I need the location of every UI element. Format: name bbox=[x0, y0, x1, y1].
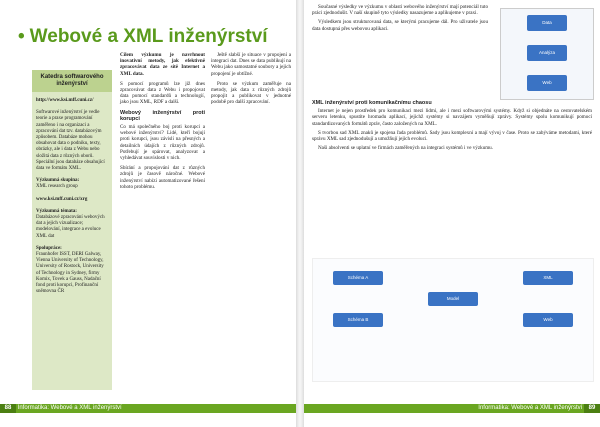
diagram-box: Web bbox=[523, 313, 573, 327]
footer-text: Informatika: Webové a XML inženýrství bbox=[478, 405, 583, 411]
sidebar-group: Výzkumná skupina: XML research group bbox=[36, 178, 80, 190]
diagram-figure bbox=[500, 8, 594, 100]
paragraph: S pomocí programů lze již dnes zpracovávat data z Webu i propojovat data pomocí standardů a technologií, jako jsou XML, RDF a další. bbox=[120, 80, 205, 106]
footer-text: Informatika: Webové a XML inženýrství bbox=[17, 405, 122, 411]
paragraph: Výsledkem jsou strukturovaná data, se kterými pracujeme dál. Pro uživatele jsou data dostupná přes webovou aplikaci. bbox=[312, 19, 488, 32]
sidebar-topics: Výzkumná témata: Databázové zpracování webových dat a jejich vizualizace; modelování, integrace a evoluce XML dat bbox=[36, 208, 105, 239]
diagram-box: Web bbox=[527, 75, 567, 91]
paragraph: Internet je nejen prostředek pro komunikaci mezi lidmi, ale i mezi softwarovými systémy. Když si objednáte na cestovatelském serveru letenku, spustíte hromadu aplikací, jejichž systémy si navzájem vyměňují zprávy. Systémy spolu komunikují pomocí standardizovaných formátů zpráv, často založených na XML. bbox=[312, 108, 592, 127]
diagram-box: XML bbox=[523, 271, 573, 285]
bullet-icon: • bbox=[18, 26, 25, 47]
paragraph: Ještě slabší je situace v propojení a integraci dat. Dnes se data publikují na Webu jako samostatné soubory a jejich propojení je obtížné. bbox=[211, 52, 291, 77]
footer-bar-right bbox=[304, 404, 600, 413]
right-page bbox=[304, 0, 600, 427]
lead-paragraph: Cílem výzkumu je navrhnout inovativní metody, jak efektivně zpracovávat data ze sítě Internet a XML data. bbox=[120, 52, 205, 77]
paragraph: Sbírání a propojování dat z různých zdrojů je časově náročné. Webové inženýrství nabízí automatizované řešení tohoto problému. bbox=[120, 165, 205, 190]
section-heading: Webový inženýrství proti korupci bbox=[120, 109, 205, 122]
paragraph: S tvorbou sad XML znaků je spojena řada problémů. Sady jsou komplexní a mají vývoj v čase. Proto se zabýváme metodami, které správu XML sad zjednodušují a umožňují jejich evoluci. bbox=[312, 129, 592, 143]
text-column-2 bbox=[120, 52, 205, 194]
paragraph: Současné výsledky ve výzkumu v oblasti webového inženýrství mají potenciál tuto práci zjednodušit. V naší skupině tyto výsledky nasazujeme a aplikujeme v praxi. bbox=[312, 4, 488, 17]
paragraph: Proto se výzkum zaměřuje na metody, jak data z různých zdrojů propojit a publikovat v jednotné podobě pro další zpracování. bbox=[211, 80, 291, 106]
diagram-box: Model bbox=[428, 292, 478, 306]
info-sidebar bbox=[32, 70, 112, 390]
right-top-text bbox=[312, 4, 488, 35]
right-full-text bbox=[312, 100, 592, 154]
diagram-box: Analýza bbox=[527, 45, 567, 61]
sidebar-url[interactable]: http://www.ksi.mff.cuni.cz/ bbox=[36, 98, 94, 103]
paragraph: Co má společného boj proti korupci a webové inženýrství? Lidé, kteří bojují proti korupci, jsou závislí na přesných a detailních údajích z různých zdrojů. Potřebují je spárovat, analyzovat a vyhledávat souvislosti v nich. bbox=[120, 124, 205, 162]
page-number: 89 bbox=[584, 404, 600, 413]
sidebar-intro: Softwarové inženýrství je vedle teorie a praxe programování zaměřeno i na organizaci a zpracování dat tzv. databázovým způsobem. Databáze mohou obsahovat data o podniku, texty, obrázky, ale i data z Webu nebo složitá data z různých oborů. Speciální jsou databáze obsahující data ve formátu XML. bbox=[36, 110, 105, 172]
diagram-box: Schéma A bbox=[333, 271, 383, 285]
sidebar-partners: Spolupráce: Fraunhofer ISST, DERI Galway, Vienna University of Technology, University of Rostock, University of Technology in Sydney, firmy Komix, Tovek a Gauss, Nadační fond proti korupci, Profinanční sněmovna ČR bbox=[36, 245, 104, 295]
book-gutter bbox=[296, 0, 304, 427]
section-heading: XML inženýrství proti komunikačnímu chaosu bbox=[312, 100, 432, 106]
sidebar-header: Katedra softwarového inženýrství bbox=[32, 70, 112, 92]
footer-bar-left bbox=[0, 404, 296, 413]
schema-diagram bbox=[312, 258, 594, 382]
page-title: • Webové a XML inženýrství bbox=[18, 26, 268, 47]
diagram-box: Data bbox=[527, 15, 567, 31]
diagram-box: Schéma B bbox=[333, 313, 383, 327]
text-column-3 bbox=[211, 52, 291, 110]
left-page bbox=[0, 0, 296, 427]
sidebar-group-url[interactable]: www.ksi.mff.cuni.cz/xrg bbox=[36, 196, 88, 202]
page-number: 88 bbox=[0, 404, 16, 413]
paragraph: Naši absolventi se uplatní ve firmách zaměřených na integraci systémů i ve výzkumu. bbox=[318, 145, 493, 152]
